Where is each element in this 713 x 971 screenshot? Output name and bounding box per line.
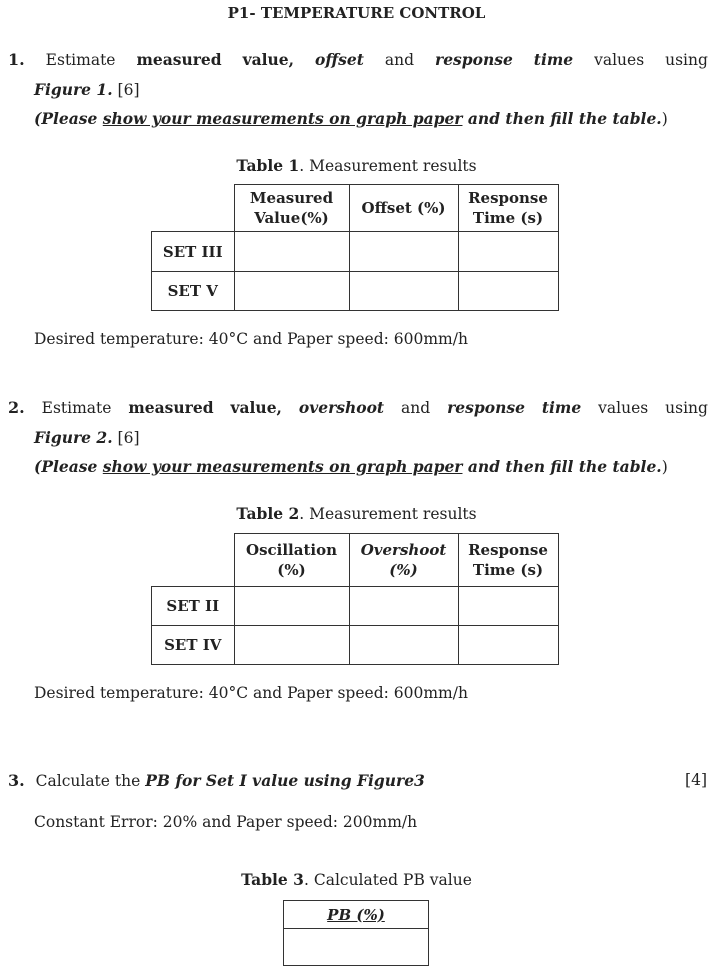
q2-word-value: value, [230,398,282,417]
table-2-cell[interactable] [234,626,349,665]
q3-line-1: 3. Calculate the PB for Set I value using Figure3 [8,771,425,790]
table-2-header: Response Time (s) [458,534,558,587]
table-1-cell[interactable] [349,232,458,272]
q3-constant-error: Constant Error: 20% and Paper speed: 200mm/h [34,813,418,831]
table-row [152,272,559,311]
q1-word: Estimate [45,51,116,69]
q2-word-values: values [598,399,649,417]
q1-word-measured: measured [136,50,222,69]
q1-marks: [6] [117,81,140,99]
q2-number: 2. [8,398,25,417]
table-1-row-label: SET III [152,232,235,272]
table-2-row-label: SET IV [152,626,235,665]
q1-note: (Please show your measurements on graph paper and then fill the table.) [34,109,668,128]
q2-line-1 [8,398,708,417]
q1-desired-temperature: Desired temperature: 40°C and Paper speed: 600mm/h [34,330,468,348]
q1-number: 1. [8,50,25,69]
q2-word-overshoot: overshoot [298,398,385,417]
q2-word-using: using [665,399,708,417]
table-3 [283,900,429,966]
table-1-cell[interactable] [234,232,349,272]
q2-figure-ref: Figure 2. [34,428,113,447]
table-1-header: Offset (%) [349,185,458,232]
q2-desired-temperature: Desired temperature: 40°C and Paper speed: 600mm/h [34,684,468,702]
q1-word-offset: offset [315,50,364,69]
table-2-cell[interactable] [349,587,458,626]
table-1-cell[interactable] [349,272,458,311]
table-2 [151,533,559,665]
q1-word-and: and [384,51,415,69]
q1-word-values: values [594,51,645,69]
table-2-header: Overshoot (%) [349,534,458,587]
table-row [284,929,429,966]
q1-figure-ref: Figure 1. [34,80,113,99]
table-1-header: Response Time (s) [458,185,558,232]
q1-word-value: value, [242,50,295,69]
q2-word-and: and [401,399,431,417]
q2-word-time: time [541,398,582,417]
table-2-row-label: SET II [152,587,235,626]
page-title: P1- TEMPERATURE CONTROL [227,4,486,22]
table-row [152,587,559,626]
table-2-caption: Table 2. Measurement results [236,504,477,523]
q2-word: Estimate [41,399,112,417]
q1-word-using: using [665,51,708,69]
q3-number: 3. [8,771,25,790]
table-2-cell[interactable] [234,587,349,626]
table-1-caption: Table 1. Measurement results [236,156,477,175]
table-1-cell[interactable] [458,232,558,272]
table-row [152,232,559,272]
q2-word-measured: measured [128,398,214,417]
table-3-header: PB (%) [284,901,429,929]
q2-marks: [6] [117,429,140,447]
table-2-cell[interactable] [458,587,558,626]
table-1-row-label: SET V [152,272,235,311]
table-2-cell[interactable] [458,626,558,665]
q1-word-response: response [435,50,513,69]
table-2-header: Oscillation (%) [234,534,349,587]
table-1 [151,184,559,311]
q3-marks: [4] [685,771,707,789]
q2-note: (Please show your measurements on graph paper and then fill the table.) [34,457,668,476]
q1-word-time: time [533,50,574,69]
table-1-header: Measured Value(%) [234,185,349,232]
q1-line-1 [8,50,708,69]
q2-line-2 [34,428,140,447]
table-3-cell[interactable] [284,929,429,966]
table-3-caption: Table 3. Calculated PB value [241,870,472,889]
table-1-cell[interactable] [234,272,349,311]
q2-word-response: response [447,398,525,417]
table-2-cell[interactable] [349,626,458,665]
table-1-cell[interactable] [458,272,558,311]
q1-line-2 [34,80,140,99]
table-row [152,626,559,665]
